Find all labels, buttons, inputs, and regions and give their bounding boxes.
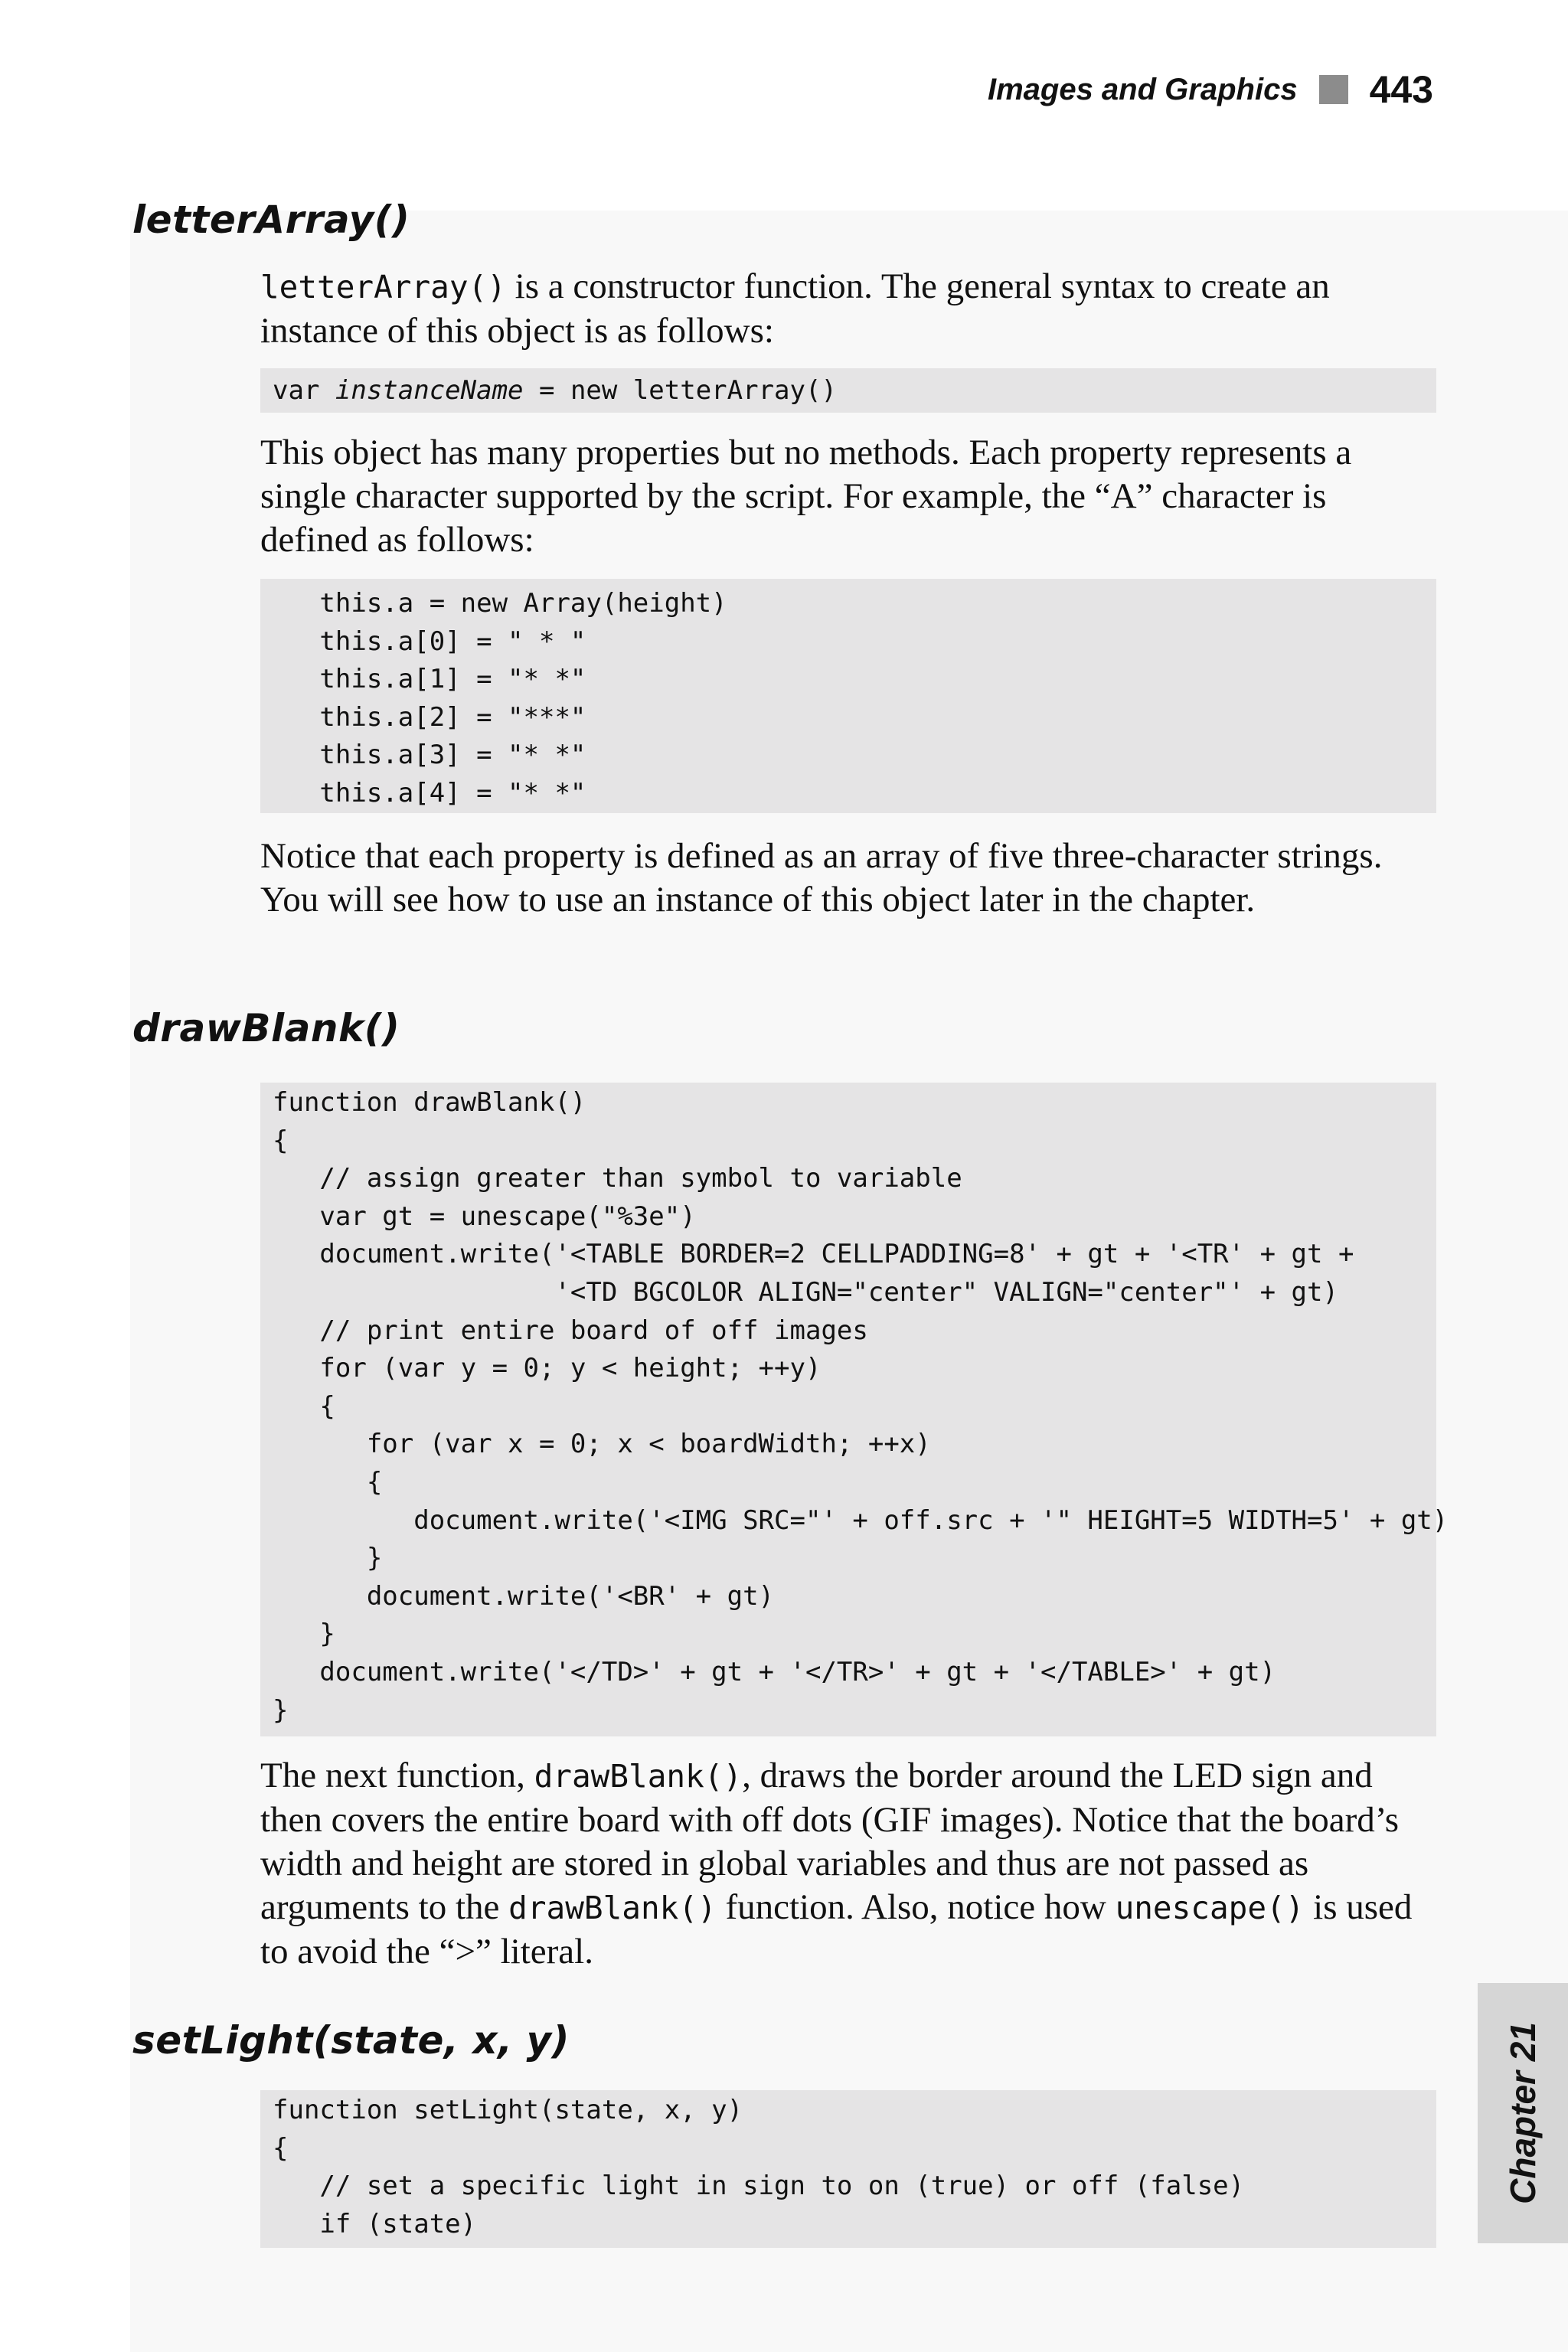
letter-a-code-block [260, 579, 1436, 813]
drawblank-description-paragraph [260, 1754, 1439, 1974]
code-line: } [273, 1543, 383, 1574]
code-line: { [273, 1466, 383, 1498]
syntax-prefix: var [273, 375, 335, 406]
inline-code: drawBlank() [534, 1758, 743, 1795]
code-line: } [273, 1619, 335, 1650]
code-line: document.write('<IMG SRC="' + off.src + '" HEIGHT=5 WIDTH=5' + gt) [273, 1504, 1449, 1536]
section-heading-letterarray: letterArray() [132, 198, 410, 242]
code-line: this.a[1] = "* *" [273, 664, 586, 695]
code-line: } [273, 1694, 289, 1726]
chapter-tab-label: Chapter 21 [1503, 2022, 1543, 2204]
syntax-instance-name: instanceName [335, 375, 524, 406]
code-line: this.a[4] = "* *" [273, 777, 586, 808]
para-text: The next function, [260, 1756, 534, 1795]
running-title: Images and Graphics [987, 72, 1298, 106]
running-header [988, 67, 1433, 112]
code-line [273, 368, 1436, 413]
code-line: var gt = unescape("%3e") [273, 1200, 696, 1232]
intro-text: is a constructor function. The general syntax to create an instance of this object is as follows: [260, 266, 1330, 351]
code-line: this.a[3] = "* *" [273, 740, 586, 771]
section-heading-drawblank: drawBlank() [132, 1006, 400, 1050]
code-line: this.a[2] = "***" [273, 701, 586, 733]
code-line: function setLight(state, x, y) [273, 2095, 743, 2125]
code-line: { [273, 2132, 289, 2164]
code-line: this.a = new Array(height) [273, 588, 727, 619]
letterarray-notice-paragraph: Notice that each property is defined as an array of five three-character strings. You will see how to use an instance of this object later in the chapter. [260, 836, 1383, 920]
code-line: { [273, 1125, 289, 1156]
inline-code: letterArray() [260, 269, 506, 305]
syntax-code-block [260, 368, 1436, 413]
inline-code: drawBlank() [508, 1890, 717, 1926]
code-line: function drawBlank() [273, 1087, 586, 1118]
code-line: if (state) [273, 2208, 477, 2239]
para-text: , draws the border around the LED sign and then covers the entire board with off dots (GIF images). Notice that the board’s width and height are stored in global variables and thus are not passed as arguments to the [260, 1756, 1400, 1927]
para-text: function. Also, notice how [716, 1887, 1116, 1927]
page-number: 443 [1369, 68, 1433, 111]
code-line: '<TD BGCOLOR ALIGN="center" VALIGN="center"' + gt) [273, 1276, 1338, 1308]
letterarray-properties-paragraph: This object has many properties but no methods. Each property represents a single character supported by the script. For example, the “A” character is defined as follows: [260, 433, 1352, 560]
code-line: { [273, 1390, 335, 1422]
para-text: is used to avoid the “>” literal. [260, 1887, 1413, 1971]
setlight-code-block [260, 2090, 1436, 2248]
letterarray-intro-paragraph [260, 265, 1439, 353]
syntax-suffix: = new letterArray() [523, 375, 837, 406]
code-line: for (var x = 0; x < boardWidth; ++x) [273, 1429, 931, 1460]
section-heading-setlight: setLight(state, x, y) [132, 2018, 570, 2063]
code-line: document.write('<BR' + gt) [273, 1580, 775, 1612]
code-line: this.a[0] = " * " [273, 626, 586, 657]
code-line: // set a specific light in sign to on (true) or off (false) [273, 2171, 1245, 2202]
inline-code: unescape() [1115, 1890, 1305, 1926]
drawblank-code-block [260, 1083, 1449, 1736]
header-square-marker [1319, 75, 1348, 104]
code-line: // print entire board of off images [273, 1315, 868, 1346]
code-line: document.write('</TD>' + gt + '</TR>' + gt + '</TABLE>' + gt) [273, 1656, 1276, 1687]
chapter-tab [1478, 1983, 1568, 2243]
code-line: // assign greater than symbol to variable [273, 1163, 962, 1194]
code-line: document.write('<TABLE BORDER=2 CELLPADDING=8' + gt + '<TR' + gt + [273, 1239, 1354, 1270]
code-line: for (var y = 0; y < height; ++y) [273, 1353, 822, 1384]
